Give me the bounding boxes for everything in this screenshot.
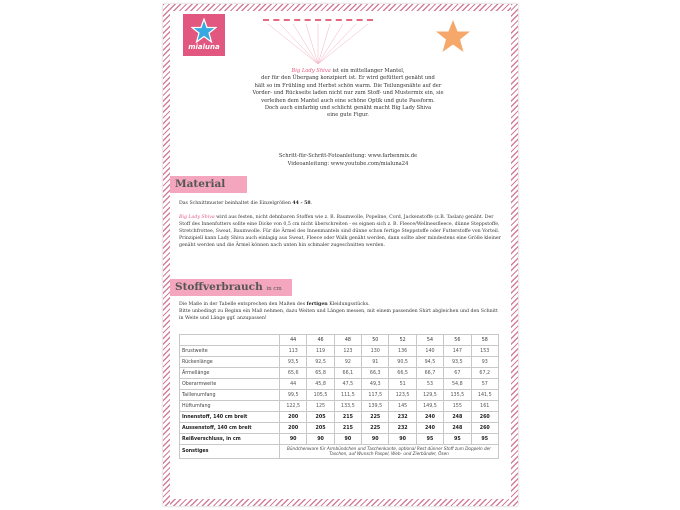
table-cell: 122,5: [280, 401, 307, 412]
instruction-links: [223, 153, 473, 168]
row-label: Oberarmweite: [180, 379, 280, 390]
table-cell: 53: [416, 379, 443, 390]
table-cell: 119: [307, 346, 334, 357]
decorative-dashes: [263, 19, 373, 21]
table-row: [180, 368, 499, 379]
intro-line-1: ist ein mittellanger Mantel,: [332, 68, 405, 74]
measurement-table: [179, 334, 499, 459]
size-header: 52: [389, 335, 416, 346]
table-cell: 49,3: [362, 379, 389, 390]
row-label: Innenstoff, 140 cm breit: [180, 412, 280, 423]
table-cell: 66,7: [416, 368, 443, 379]
table-cell: 145: [389, 401, 416, 412]
table-cell: 92,5: [307, 357, 334, 368]
table-cell: 161: [471, 401, 498, 412]
table-cell: 95: [471, 434, 498, 445]
table-cell: 136: [389, 346, 416, 357]
table-cell: 200: [280, 423, 307, 434]
material-paragraph-2: Prinzipiell kann Lady Shiva auch einlagig aus Sweat, Fleece oder Walk genäht werden, dann sollte aber mindestens eine Größe kleiner genäht werden und die Ärmel können nach unten hin schmaler zugeschnitten werden.: [179, 236, 501, 248]
intro-text: [223, 68, 473, 120]
table-cell: 90: [362, 434, 389, 445]
row-label: Sonstiges: [180, 445, 280, 459]
table-cell: 117,5: [362, 390, 389, 401]
table-cell: 155: [444, 401, 471, 412]
orange-star-icon: [435, 19, 471, 53]
table-cell: 90: [307, 434, 334, 445]
blue-star-icon: [191, 18, 217, 43]
stoff-text-bold: fertigen: [306, 302, 328, 307]
table-row: [180, 379, 499, 390]
row-label: Rückenlänge: [180, 357, 280, 368]
table-row: [180, 423, 499, 434]
table-cell: 153: [471, 346, 498, 357]
table-header-row: [180, 335, 499, 346]
stoffverbrauch-title: Stoffverbrauch: [175, 281, 263, 293]
table-row: [180, 401, 499, 412]
table-cell: 215: [334, 423, 361, 434]
size-header: 48: [334, 335, 361, 346]
brand-logo: [183, 14, 225, 56]
table-cell: 90: [334, 434, 361, 445]
table-cell: 45,8: [307, 379, 334, 390]
table-cell: 90,5: [389, 357, 416, 368]
intro-line-3: hält so im Frühling und Herbst schön warm. Die Teilungsnähte auf der: [254, 82, 442, 89]
table-cell: 240: [416, 412, 443, 423]
table-row: [180, 346, 499, 357]
stoffverbrauch-heading: [170, 279, 292, 296]
border-stripe-top: [163, 4, 518, 11]
border-stripe-left: [163, 4, 170, 506]
table-cell: 133,5: [334, 401, 361, 412]
sizes-line: Das Schnittmuster beinhaltet die Einzelgrößen 44 - 58.: [179, 201, 313, 206]
table-cell: 130: [362, 346, 389, 357]
table-cell: 248: [444, 412, 471, 423]
table-cell: 111,5: [334, 390, 361, 401]
table-cell: 260: [471, 412, 498, 423]
table-row: [180, 357, 499, 368]
table-cell: 93,5: [444, 357, 471, 368]
intro-line-2: der für den Übergang konzipiert ist. Er wird gefüttert genäht und: [261, 75, 435, 82]
table-corner: [180, 335, 280, 346]
table-cell: 200: [280, 412, 307, 423]
table-cell: 215: [334, 412, 361, 423]
intro-line-6: Doch auch einfarbig und schlicht genäht macht Big Lady Shiva: [264, 105, 432, 112]
table-cell: 67,2: [471, 368, 498, 379]
size-header: 56: [444, 335, 471, 346]
sizes-text: Das Schnittmuster beinhaltet die Einzelgrößen: [179, 201, 291, 206]
table-cell: 54,8: [444, 379, 471, 390]
table-row: [180, 434, 499, 445]
table-cell: 147: [444, 346, 471, 357]
table-cell: 125: [307, 401, 334, 412]
table-row: [180, 412, 499, 423]
pattern-page: [163, 4, 518, 506]
stoffverbrauch-text: [179, 301, 501, 322]
material-description: [179, 214, 501, 249]
intro-line-5: verleihen dem Mantel auch eine schöne Optik und gute Passform.: [261, 97, 435, 104]
table-cell: 47,5: [334, 379, 361, 390]
table-cell: 90: [280, 434, 307, 445]
table-cell: 123,5: [389, 390, 416, 401]
border-stripe-bottom: [163, 499, 518, 506]
table-cell: 91: [362, 357, 389, 368]
row-label: Aussenstoff, 140 cm breit: [180, 423, 280, 434]
table-cell: 135,5: [444, 390, 471, 401]
table-cell: 44: [280, 379, 307, 390]
table-cell: 66,3: [362, 368, 389, 379]
table-cell: 94,5: [416, 357, 443, 368]
table-cell: 105,5: [307, 390, 334, 401]
row-label: Brustweite: [180, 346, 280, 357]
table-row: [180, 390, 499, 401]
stoff-text-2: Bitte unbedingt zu Beginn ein Maß nehmen, dazu Weiten und Längen messen, mit einem passenden Shirt abgleichen und den Schnitt in Weite und Länge ggf. anzupassen!: [179, 309, 498, 321]
table-cell: 93: [471, 357, 498, 368]
table-cell: 260: [471, 423, 498, 434]
sonstiges-note: Bündchenware für Armbündchen und Taschenkante, optional Rest dünner Stoff zum Doppeln der Taschen, auf Wunsch Paspel, Web- und Zierbänder, Ösen: [280, 445, 499, 459]
size-header: 54: [416, 335, 443, 346]
table-cell: 140: [416, 346, 443, 357]
table-cell: 129,5: [416, 390, 443, 401]
stoff-text-c: Kleidungsstücks.: [329, 302, 370, 307]
row-label: Hüftumfang: [180, 401, 280, 412]
table-cell: 65,8: [307, 368, 334, 379]
material-product-name: Big Lady Shiva: [179, 215, 215, 220]
table-cell: 95: [416, 434, 443, 445]
table-row-sonstiges: [180, 445, 499, 459]
size-header: 50: [362, 335, 389, 346]
row-label: Ärmellänge: [180, 368, 280, 379]
table-cell: 225: [362, 423, 389, 434]
table-cell: 141,5: [471, 390, 498, 401]
intro-line-7: eine gute Figur.: [327, 112, 369, 119]
table-cell: 205: [307, 412, 334, 423]
intro-title: Big Lady Shiva: [291, 68, 331, 74]
table-cell: 113: [280, 346, 307, 357]
table-cell: 99,5: [280, 390, 307, 401]
table-cell: 248: [444, 423, 471, 434]
table-cell: 205: [307, 423, 334, 434]
table-cell: 66,1: [334, 368, 361, 379]
logo-text: mialuna: [188, 43, 220, 51]
table-cell: 240: [416, 423, 443, 434]
table-cell: 90: [389, 434, 416, 445]
table-cell: 123: [334, 346, 361, 357]
table-cell: 93,5: [280, 357, 307, 368]
material-paragraph-1: wird aus festen, nicht dehnbaren Stoffen wie z. B. Baumwolle, Popeline, Cord, Jackenstoffe (z.B. Taslan) genäht. Der Stoff des Innenfutters sollte eine Dicke von 0,5 cm nicht überschreiten - es eignen sich z. B. Fleece/Wellnessfleece, dünne Steppstoffe, Stretchfrottee, Sweat, Baumwolle. Für die Ärmel des Innenmantels sind dünne schon fertige Steppstoffe oder Futterstoffe von Vorteil.: [179, 215, 500, 234]
size-header: 44: [280, 335, 307, 346]
sizes-value: 44 - 58: [292, 201, 311, 206]
stoff-text-a: Die Maße in der Tabelle entsprechen den Maßen des: [179, 302, 306, 307]
table-cell: 66,5: [389, 368, 416, 379]
table-cell: 57: [471, 379, 498, 390]
row-label: Reißverschluss, in cm: [180, 434, 280, 445]
stoffverbrauch-unit: in cm: [266, 286, 282, 292]
video-instruction-link[interactable]: Videoanleitung: www.youtube.com/mialuna24: [287, 160, 409, 167]
material-heading: Material: [170, 176, 247, 193]
photo-instruction-link[interactable]: Schritt-für-Schritt-Fotoanleitung: www.farbenmix.de: [278, 153, 418, 159]
row-label: Taillenumfang: [180, 390, 280, 401]
size-header: 58: [471, 335, 498, 346]
table-cell: 67: [444, 368, 471, 379]
border-stripe-right: [511, 4, 518, 506]
table-cell: 95: [444, 434, 471, 445]
table-cell: 232: [389, 412, 416, 423]
table-cell: 232: [389, 423, 416, 434]
table-cell: 51: [389, 379, 416, 390]
size-header: 46: [307, 335, 334, 346]
table-cell: 149,5: [416, 401, 443, 412]
intro-line-4: Vorder- und Rückseite laden nicht nur zum Stoff- und Mustermix ein, sie: [252, 90, 444, 97]
table-cell: 92: [334, 357, 361, 368]
table-cell: 225: [362, 412, 389, 423]
fan-decoration: [268, 24, 368, 64]
table-cell: 65,6: [280, 368, 307, 379]
table-cell: 139,5: [362, 401, 389, 412]
